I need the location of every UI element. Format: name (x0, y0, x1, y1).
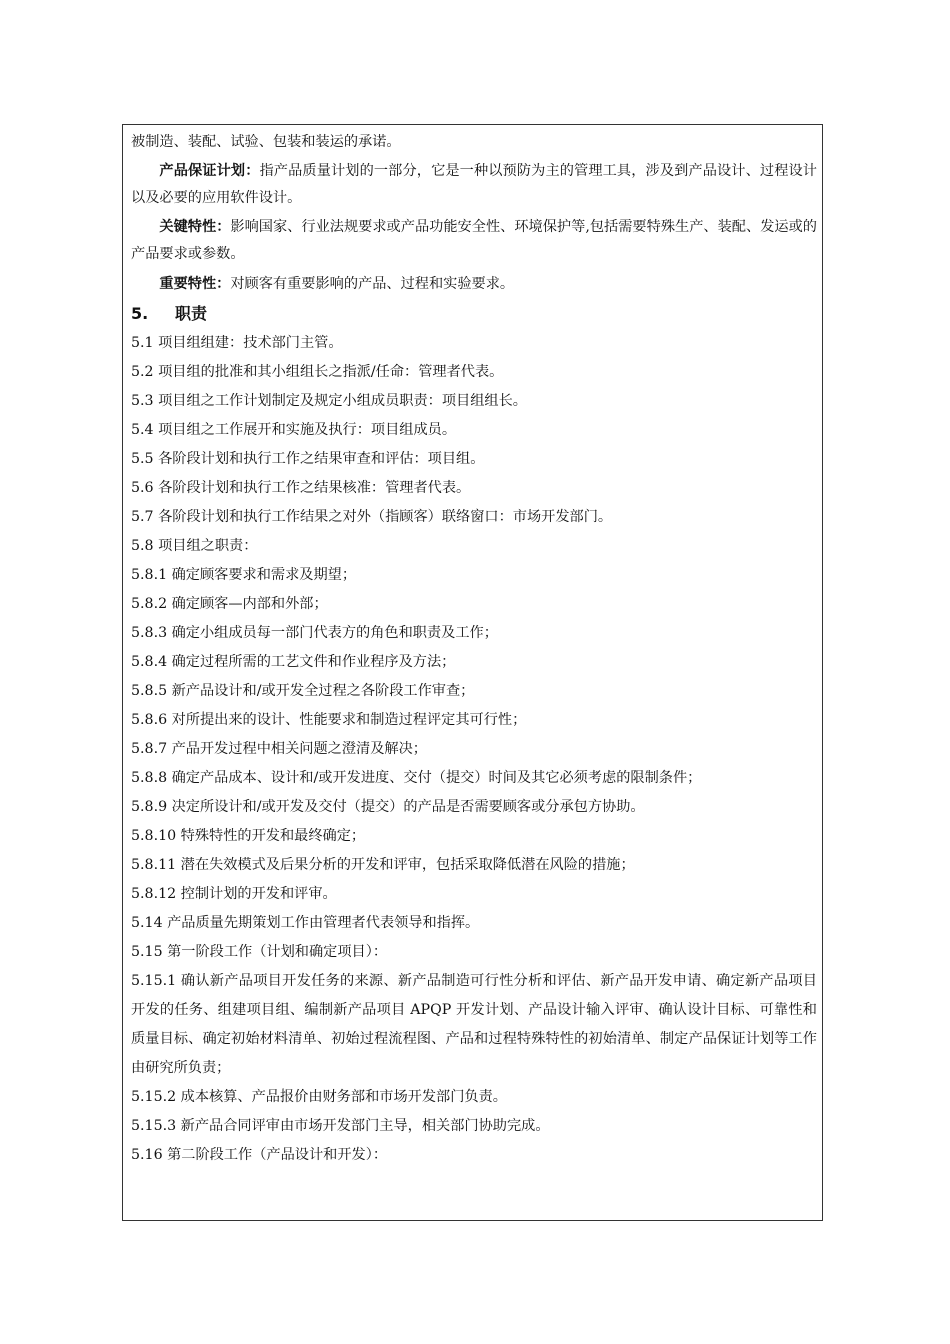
list-item: 5.8.3 确定小组成员每一部门代表方的角色和职责及工作； (131, 625, 498, 641)
document-body (131, 128, 817, 1170)
definition-text: 指产品质量计划的一部分，它是一种以预防为主的管理工具，涉及到产品设计、过程设计以及必要的应用软件设计。 (131, 163, 817, 206)
list-item: 5.15.1 确认新产品项目开发任务的来源、新产品制造可行性分析和评估、新产品开发申请、确定新产品项目开发的任务、组建项目组、编制新产品项目 APQP 开发计划、产品设计输入评审、确认设计目标、可靠性和质量目标、确定初始材料清单、初始过程流程图、产品和过程特殊特性的初始清单、制定产品保证计划等工作由研究所负责； (131, 973, 817, 1076)
list-item: 5.8 项目组之职责： (131, 538, 258, 554)
section-heading (131, 299, 817, 329)
list-item: 5.7 各阶段计划和执行工作结果之对外（指顾客）联络窗口：市场开发部门。 (131, 509, 613, 525)
list-item: 5.14 产品质量先期策划工作由管理者代表领导和指挥。 (131, 915, 480, 931)
definition-important-characteristic (131, 270, 817, 299)
list-item: 5.6 各阶段计划和执行工作之结果核准：管理者代表。 (131, 480, 471, 496)
definition-term: 关键特性 (159, 219, 217, 235)
definition-separator: ： (245, 163, 260, 179)
list-item: 5.15 第一阶段工作（计划和确定项目）： (131, 944, 388, 960)
list-item: 5.8.9 决定所设计和/或开发及交付（提交）的产品是否需要顾客或分承包方协助。 (131, 799, 645, 815)
list-item: 5.8.8 确定产品成本、设计和/或开发进度、交付（提交）时间及其它必须考虑的限制条件； (131, 770, 702, 786)
list-item: 5.15.2 成本核算、产品报价由财务部和市场开发部门负责。 (131, 1089, 507, 1105)
list-item: 5.8.1 确定顾客要求和需求及期望； (131, 567, 357, 583)
list-item: 5.8.7 产品开发过程中相关问题之澄清及解决； (131, 741, 427, 757)
list-item: 5.16 第二阶段工作（产品设计和开发）： (131, 1147, 388, 1163)
list-item: 5.1 项目组组建：技术部门主管。 (131, 335, 343, 351)
list-item: 5.8.12 控制计划的开发和评审。 (131, 886, 337, 902)
list-item: 5.8.11 潜在失效模式及后果分析的开发和评审，包括采取降低潜在风险的措施； (131, 857, 635, 873)
list-item: 5.15.3 新产品合同评审由市场开发部门主导，相关部门协助完成。 (131, 1118, 550, 1134)
definition-key-characteristic (131, 214, 817, 267)
list-item: 5.8.4 确定过程所需的工艺文件和作业程序及方法； (131, 654, 456, 670)
section-title: 职责 (175, 304, 208, 323)
definition-separator: ： (216, 219, 231, 235)
list-item: 5.8.6 对所提出来的设计、性能要求和制造过程评定其可行性； (131, 712, 527, 728)
definition-text: 影响国家、行业法规要求或产品功能安全性、环境保护等,包括需要特殊生产、装配、发运或的产品要求或参数。 (131, 219, 817, 262)
definition-term: 重要特性 (159, 276, 217, 292)
list-item: 5.5 各阶段计划和执行工作之结果审查和评估：项目组。 (131, 451, 485, 467)
list-item: 5.3 项目组之工作计划制定及规定小组成员职责：项目组组长。 (131, 393, 527, 409)
list-item: 5.8.5 新产品设计和/或开发全过程之各阶段工作审查； (131, 683, 475, 699)
list-item: 5.8.10 特殊特性的开发和最终确定； (131, 828, 366, 844)
list-item: 5.8.2 确定顾客—内部和外部； (131, 596, 328, 612)
definition-separator: ： (216, 276, 231, 292)
section-number: 5. (131, 304, 149, 323)
definition-term: 产品保证计划 (159, 163, 246, 179)
list-item: 5.2 项目组的批准和其小组组长之指派/任命：管理者代表。 (131, 364, 504, 380)
definition-text: 对顾客有重要影响的产品、过程和实验要求。 (230, 276, 515, 292)
intro-tail-line: 被制造、装配、试验、包装和装运的承诺。 (131, 134, 401, 150)
definition-product-assurance-plan (131, 158, 817, 211)
list-item: 5.4 项目组之工作展开和实施及执行：项目组成员。 (131, 422, 457, 438)
